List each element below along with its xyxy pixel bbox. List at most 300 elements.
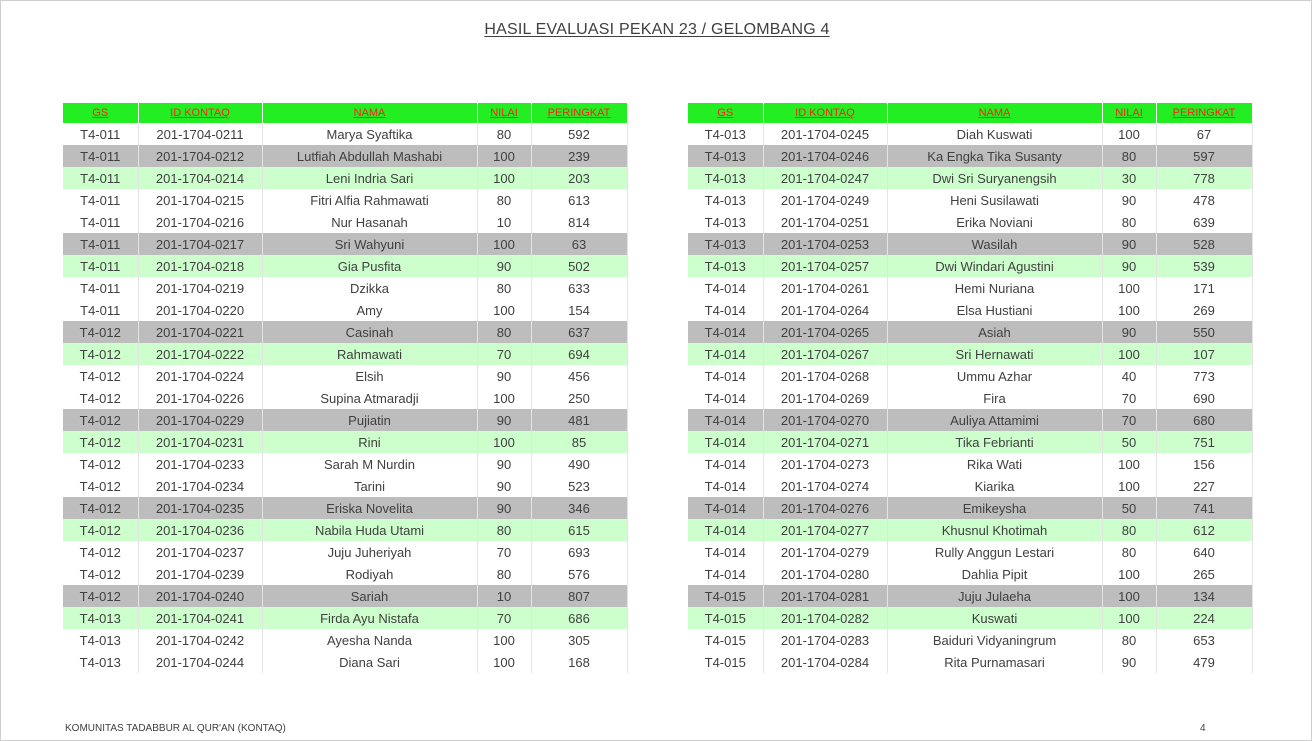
cell-id-kontaq: 201-1704-0253 — [763, 233, 887, 255]
cell-gs: T4-014 — [688, 431, 763, 453]
cell-nilai: 100 — [477, 651, 531, 673]
cell-gs: T4-012 — [63, 475, 138, 497]
cell-peringkat: 523 — [531, 475, 627, 497]
cell-peringkat: 539 — [1156, 255, 1252, 277]
cell-gs: T4-012 — [63, 343, 138, 365]
page-number: 4 — [1200, 723, 1206, 734]
cell-nilai: 100 — [1102, 585, 1156, 607]
cell-gs: T4-014 — [688, 365, 763, 387]
cell-peringkat: 168 — [531, 651, 627, 673]
cell-gs: T4-015 — [688, 585, 763, 607]
cell-nilai: 100 — [477, 387, 531, 409]
cell-gs: T4-012 — [63, 387, 138, 409]
cell-nilai: 100 — [477, 167, 531, 189]
cell-peringkat: 814 — [531, 211, 627, 233]
cell-peringkat: 693 — [531, 541, 627, 563]
cell-id-kontaq: 201-1704-0247 — [763, 167, 887, 189]
cell-nilai: 70 — [1102, 387, 1156, 409]
cell-gs: T4-013 — [63, 607, 138, 629]
column-header-peringkat: PERINGKAT — [1156, 103, 1252, 123]
cell-gs: T4-013 — [688, 211, 763, 233]
cell-peringkat: 156 — [1156, 453, 1252, 475]
cell-peringkat: 576 — [531, 563, 627, 585]
cell-nama: Pujiatin — [262, 409, 477, 431]
cell-nilai: 100 — [1102, 453, 1156, 475]
table-row — [63, 519, 627, 541]
cell-gs: T4-015 — [688, 629, 763, 651]
table-header-row — [63, 103, 627, 123]
cell-peringkat: 637 — [531, 321, 627, 343]
cell-peringkat: 592 — [531, 123, 627, 145]
cell-gs: T4-014 — [688, 475, 763, 497]
cell-gs: T4-011 — [63, 189, 138, 211]
table-row — [63, 189, 627, 211]
cell-nilai: 80 — [1102, 519, 1156, 541]
cell-peringkat: 773 — [1156, 365, 1252, 387]
cell-id-kontaq: 201-1704-0212 — [138, 145, 262, 167]
cell-id-kontaq: 201-1704-0221 — [138, 321, 262, 343]
cell-peringkat: 305 — [531, 629, 627, 651]
cell-peringkat: 479 — [1156, 651, 1252, 673]
cell-gs: T4-011 — [63, 123, 138, 145]
cell-nilai: 100 — [477, 431, 531, 453]
cell-gs: T4-011 — [63, 277, 138, 299]
cell-nilai: 90 — [477, 453, 531, 475]
cell-nama: Diah Kuswati — [887, 123, 1102, 145]
cell-id-kontaq: 201-1704-0242 — [138, 629, 262, 651]
cell-nama: Tika Febrianti — [887, 431, 1102, 453]
cell-nilai: 100 — [1102, 277, 1156, 299]
cell-gs: T4-012 — [63, 453, 138, 475]
cell-peringkat: 203 — [531, 167, 627, 189]
cell-nama: Rita Purnamasari — [887, 651, 1102, 673]
cell-id-kontaq: 201-1704-0236 — [138, 519, 262, 541]
cell-gs: T4-014 — [688, 497, 763, 519]
cell-nama: Lutfiah Abdullah Mashabi — [262, 145, 477, 167]
cell-nilai: 100 — [1102, 563, 1156, 585]
cell-id-kontaq: 201-1704-0269 — [763, 387, 887, 409]
table-row — [688, 211, 1252, 233]
cell-nama: Fira — [887, 387, 1102, 409]
cell-nama: Emikeysha — [887, 497, 1102, 519]
cell-peringkat: 807 — [531, 585, 627, 607]
cell-nilai: 90 — [477, 475, 531, 497]
cell-nilai: 90 — [1102, 321, 1156, 343]
cell-peringkat: 686 — [531, 607, 627, 629]
page-title: HASIL EVALUASI PEKAN 23 / GELOMBANG 4 — [484, 21, 830, 38]
cell-nama: Firda Ayu Nistafa — [262, 607, 477, 629]
cell-nama: Juju Juheriyah — [262, 541, 477, 563]
table-row — [63, 387, 627, 409]
cell-peringkat: 613 — [531, 189, 627, 211]
cell-nama: Tarini — [262, 475, 477, 497]
table-row — [63, 255, 627, 277]
cell-id-kontaq: 201-1704-0265 — [763, 321, 887, 343]
cell-nilai: 90 — [477, 365, 531, 387]
cell-nilai: 50 — [1102, 431, 1156, 453]
column-header-nilai: NILAI — [477, 103, 531, 123]
table-row — [688, 233, 1252, 255]
cell-nilai: 80 — [477, 563, 531, 585]
cell-id-kontaq: 201-1704-0222 — [138, 343, 262, 365]
cell-peringkat: 502 — [531, 255, 627, 277]
table-row — [63, 299, 627, 321]
table-row — [63, 585, 627, 607]
table-row — [688, 277, 1252, 299]
cell-nilai: 80 — [477, 277, 531, 299]
cell-nama: Rully Anggun Lestari — [887, 541, 1102, 563]
cell-gs: T4-012 — [63, 365, 138, 387]
cell-id-kontaq: 201-1704-0218 — [138, 255, 262, 277]
table-row — [63, 497, 627, 519]
cell-gs: T4-014 — [688, 387, 763, 409]
cell-nama: Dahlia Pipit — [887, 563, 1102, 585]
cell-nilai: 50 — [1102, 497, 1156, 519]
table-row — [688, 321, 1252, 343]
table-row — [63, 409, 627, 431]
cell-nilai: 100 — [1102, 475, 1156, 497]
cell-gs: T4-013 — [688, 189, 763, 211]
cell-gs: T4-014 — [688, 343, 763, 365]
cell-gs: T4-011 — [63, 145, 138, 167]
cell-id-kontaq: 201-1704-0211 — [138, 123, 262, 145]
table-row — [688, 651, 1252, 673]
cell-id-kontaq: 201-1704-0246 — [763, 145, 887, 167]
cell-nama: Amy — [262, 299, 477, 321]
cell-peringkat: 134 — [1156, 585, 1252, 607]
table-row — [63, 211, 627, 233]
cell-nilai: 70 — [477, 607, 531, 629]
cell-nama: Rodiyah — [262, 563, 477, 585]
cell-gs: T4-013 — [63, 629, 138, 651]
cell-nama: Fitri Alfia Rahmawati — [262, 189, 477, 211]
cell-id-kontaq: 201-1704-0226 — [138, 387, 262, 409]
cell-peringkat: 85 — [531, 431, 627, 453]
cell-nilai: 90 — [1102, 651, 1156, 673]
cell-id-kontaq: 201-1704-0220 — [138, 299, 262, 321]
table-row — [688, 387, 1252, 409]
cell-id-kontaq: 201-1704-0231 — [138, 431, 262, 453]
table-row — [688, 541, 1252, 563]
cell-nilai: 100 — [1102, 299, 1156, 321]
cell-nilai: 80 — [1102, 211, 1156, 233]
cell-nama: Wasilah — [887, 233, 1102, 255]
table-row — [688, 145, 1252, 167]
cell-nilai: 80 — [1102, 629, 1156, 651]
cell-nilai: 90 — [477, 409, 531, 431]
cell-nama: Marya Syaftika — [262, 123, 477, 145]
cell-nilai: 100 — [477, 299, 531, 321]
cell-nama: Sri Wahyuni — [262, 233, 477, 255]
cell-peringkat: 694 — [531, 343, 627, 365]
cell-id-kontaq: 201-1704-0217 — [138, 233, 262, 255]
table-row — [688, 255, 1252, 277]
cell-id-kontaq: 201-1704-0240 — [138, 585, 262, 607]
cell-nama: Dzikka — [262, 277, 477, 299]
cell-nilai: 90 — [477, 255, 531, 277]
table-row — [63, 343, 627, 365]
cell-gs: T4-013 — [688, 123, 763, 145]
cell-peringkat: 239 — [531, 145, 627, 167]
column-header-gs: GS — [688, 103, 763, 123]
table-row — [63, 607, 627, 629]
cell-gs: T4-014 — [688, 541, 763, 563]
cell-nama: Ummu Azhar — [887, 365, 1102, 387]
cell-gs: T4-012 — [63, 321, 138, 343]
table-row — [63, 475, 627, 497]
table-row — [63, 365, 627, 387]
cell-nama: Rahmawati — [262, 343, 477, 365]
cell-nama: Nabila Huda Utami — [262, 519, 477, 541]
cell-nilai: 100 — [477, 233, 531, 255]
cell-gs: T4-012 — [63, 497, 138, 519]
table-row — [63, 453, 627, 475]
cell-gs: T4-013 — [688, 167, 763, 189]
cell-id-kontaq: 201-1704-0237 — [138, 541, 262, 563]
cell-nama: Khusnul Khotimah — [887, 519, 1102, 541]
column-header-id: ID KONTAQ — [138, 103, 262, 123]
table-row — [688, 607, 1252, 629]
evaluation-table-right — [688, 103, 1253, 673]
table-body-right — [688, 123, 1252, 673]
cell-nilai: 90 — [1102, 233, 1156, 255]
cell-peringkat: 107 — [1156, 343, 1252, 365]
cell-peringkat: 612 — [1156, 519, 1252, 541]
cell-gs: T4-012 — [63, 519, 138, 541]
table-row — [63, 123, 627, 145]
table-row — [688, 497, 1252, 519]
cell-peringkat: 67 — [1156, 123, 1252, 145]
table-row — [688, 123, 1252, 145]
cell-gs: T4-013 — [63, 651, 138, 673]
cell-peringkat: 680 — [1156, 409, 1252, 431]
cell-id-kontaq: 201-1704-0268 — [763, 365, 887, 387]
cell-id-kontaq: 201-1704-0274 — [763, 475, 887, 497]
cell-gs: T4-013 — [688, 255, 763, 277]
cell-gs: T4-012 — [63, 585, 138, 607]
table-row — [688, 431, 1252, 453]
cell-peringkat: 265 — [1156, 563, 1252, 585]
cell-gs: T4-014 — [688, 409, 763, 431]
cell-nama: Sri Hernawati — [887, 343, 1102, 365]
cell-nama: Diana Sari — [262, 651, 477, 673]
cell-gs: T4-014 — [688, 299, 763, 321]
cell-nama: Rika Wati — [887, 453, 1102, 475]
cell-id-kontaq: 201-1704-0229 — [138, 409, 262, 431]
cell-gs: T4-011 — [63, 211, 138, 233]
cell-peringkat: 653 — [1156, 629, 1252, 651]
cell-peringkat: 633 — [531, 277, 627, 299]
cell-nilai: 40 — [1102, 365, 1156, 387]
cell-gs: T4-012 — [63, 431, 138, 453]
cell-peringkat: 269 — [1156, 299, 1252, 321]
table-row — [688, 167, 1252, 189]
table-row — [63, 541, 627, 563]
table-row — [688, 365, 1252, 387]
cell-gs: T4-015 — [688, 651, 763, 673]
table-row — [63, 629, 627, 651]
cell-id-kontaq: 201-1704-0219 — [138, 277, 262, 299]
cell-gs: T4-011 — [63, 299, 138, 321]
cell-peringkat: 171 — [1156, 277, 1252, 299]
cell-nama: Eriska Novelita — [262, 497, 477, 519]
cell-nilai: 80 — [477, 123, 531, 145]
cell-id-kontaq: 201-1704-0235 — [138, 497, 262, 519]
table-row — [688, 629, 1252, 651]
cell-gs: T4-014 — [688, 453, 763, 475]
cell-peringkat: 478 — [1156, 189, 1252, 211]
table-row — [688, 519, 1252, 541]
cell-nilai: 30 — [1102, 167, 1156, 189]
cell-gs: T4-014 — [688, 519, 763, 541]
cell-gs: T4-014 — [688, 563, 763, 585]
table-row — [63, 233, 627, 255]
cell-gs: T4-012 — [63, 563, 138, 585]
table-row — [688, 189, 1252, 211]
cell-id-kontaq: 201-1704-0251 — [763, 211, 887, 233]
cell-id-kontaq: 201-1704-0224 — [138, 365, 262, 387]
cell-gs: T4-014 — [688, 321, 763, 343]
cell-id-kontaq: 201-1704-0282 — [763, 607, 887, 629]
cell-peringkat: 550 — [1156, 321, 1252, 343]
cell-peringkat: 490 — [531, 453, 627, 475]
cell-id-kontaq: 201-1704-0261 — [763, 277, 887, 299]
cell-nama: Sarah M Nurdin — [262, 453, 477, 475]
cell-gs: T4-014 — [688, 277, 763, 299]
table-row — [688, 453, 1252, 475]
cell-id-kontaq: 201-1704-0216 — [138, 211, 262, 233]
table-header-row — [688, 103, 1252, 123]
cell-nilai: 10 — [477, 211, 531, 233]
cell-nilai: 70 — [1102, 409, 1156, 431]
cell-id-kontaq: 201-1704-0233 — [138, 453, 262, 475]
column-header-nama: NAMA — [262, 103, 477, 123]
column-header-nama: NAMA — [887, 103, 1102, 123]
cell-peringkat: 227 — [1156, 475, 1252, 497]
cell-peringkat: 250 — [531, 387, 627, 409]
cell-id-kontaq: 201-1704-0279 — [763, 541, 887, 563]
cell-peringkat: 481 — [531, 409, 627, 431]
cell-nilai: 70 — [477, 541, 531, 563]
table-row — [688, 299, 1252, 321]
cell-gs: T4-011 — [63, 255, 138, 277]
cell-nama: Supina Atmaradji — [262, 387, 477, 409]
cell-peringkat: 456 — [531, 365, 627, 387]
cell-id-kontaq: 201-1704-0249 — [763, 189, 887, 211]
table-row — [63, 167, 627, 189]
table-row — [688, 585, 1252, 607]
cell-nama: Hemi Nuriana — [887, 277, 1102, 299]
cell-gs: T4-013 — [688, 233, 763, 255]
cell-id-kontaq: 201-1704-0241 — [138, 607, 262, 629]
cell-id-kontaq: 201-1704-0276 — [763, 497, 887, 519]
cell-id-kontaq: 201-1704-0257 — [763, 255, 887, 277]
cell-peringkat: 528 — [1156, 233, 1252, 255]
cell-peringkat: 224 — [1156, 607, 1252, 629]
cell-nilai: 80 — [1102, 541, 1156, 563]
cell-nilai: 100 — [477, 145, 531, 167]
cell-peringkat: 63 — [531, 233, 627, 255]
cell-nilai: 100 — [1102, 607, 1156, 629]
cell-nama: Sariah — [262, 585, 477, 607]
column-header-gs: GS — [63, 103, 138, 123]
evaluation-table-left — [63, 103, 628, 673]
cell-id-kontaq: 201-1704-0215 — [138, 189, 262, 211]
cell-nilai: 80 — [477, 321, 531, 343]
cell-gs: T4-011 — [63, 233, 138, 255]
cell-id-kontaq: 201-1704-0234 — [138, 475, 262, 497]
cell-nilai: 90 — [1102, 255, 1156, 277]
cell-nilai: 10 — [477, 585, 531, 607]
cell-id-kontaq: 201-1704-0245 — [763, 123, 887, 145]
cell-nama: Dwi Windari Agustini — [887, 255, 1102, 277]
column-header-nilai: NILAI — [1102, 103, 1156, 123]
cell-nama: Leni Indria Sari — [262, 167, 477, 189]
cell-nilai: 100 — [477, 629, 531, 651]
cell-gs: T4-013 — [688, 145, 763, 167]
table-row — [63, 145, 627, 167]
cell-nilai: 100 — [1102, 123, 1156, 145]
table-row — [63, 321, 627, 343]
cell-id-kontaq: 201-1704-0271 — [763, 431, 887, 453]
cell-nama: Juju Julaeha — [887, 585, 1102, 607]
cell-nama: Kiarika — [887, 475, 1102, 497]
table-row — [688, 343, 1252, 365]
cell-peringkat: 346 — [531, 497, 627, 519]
cell-peringkat: 154 — [531, 299, 627, 321]
cell-peringkat: 690 — [1156, 387, 1252, 409]
cell-nilai: 90 — [477, 497, 531, 519]
cell-nama: Ayesha Nanda — [262, 629, 477, 651]
cell-nama: Gia Pusfita — [262, 255, 477, 277]
cell-nama: Rini — [262, 431, 477, 453]
cell-nama: Casinah — [262, 321, 477, 343]
table-row — [63, 563, 627, 585]
cell-nama: Kuswati — [887, 607, 1102, 629]
cell-id-kontaq: 201-1704-0214 — [138, 167, 262, 189]
cell-nama: Nur Hasanah — [262, 211, 477, 233]
table-row — [63, 651, 627, 673]
table-row — [688, 563, 1252, 585]
cell-id-kontaq: 201-1704-0284 — [763, 651, 887, 673]
cell-gs: T4-015 — [688, 607, 763, 629]
table-row — [63, 431, 627, 453]
cell-nilai: 90 — [1102, 189, 1156, 211]
cell-id-kontaq: 201-1704-0283 — [763, 629, 887, 651]
cell-nilai: 80 — [477, 519, 531, 541]
cell-nilai: 80 — [1102, 145, 1156, 167]
cell-id-kontaq: 201-1704-0270 — [763, 409, 887, 431]
cell-peringkat: 597 — [1156, 145, 1252, 167]
cell-id-kontaq: 201-1704-0244 — [138, 651, 262, 673]
table-row — [63, 277, 627, 299]
cell-nama: Dwi Sri Suryanengsih — [887, 167, 1102, 189]
cell-nilai: 100 — [1102, 343, 1156, 365]
cell-nama: Elsa Hustiani — [887, 299, 1102, 321]
cell-peringkat: 741 — [1156, 497, 1252, 519]
cell-id-kontaq: 201-1704-0277 — [763, 519, 887, 541]
cell-nama: Heni Susilawati — [887, 189, 1102, 211]
footer-organization: KOMUNITAS TADABBUR AL QUR'AN (KONTAQ) — [65, 723, 286, 734]
cell-id-kontaq: 201-1704-0273 — [763, 453, 887, 475]
cell-gs: T4-011 — [63, 167, 138, 189]
cell-peringkat: 615 — [531, 519, 627, 541]
cell-id-kontaq: 201-1704-0267 — [763, 343, 887, 365]
cell-nama: Elsih — [262, 365, 477, 387]
cell-nama: Ka Engka Tika Susanty — [887, 145, 1102, 167]
cell-nilai: 80 — [477, 189, 531, 211]
table-row — [688, 475, 1252, 497]
